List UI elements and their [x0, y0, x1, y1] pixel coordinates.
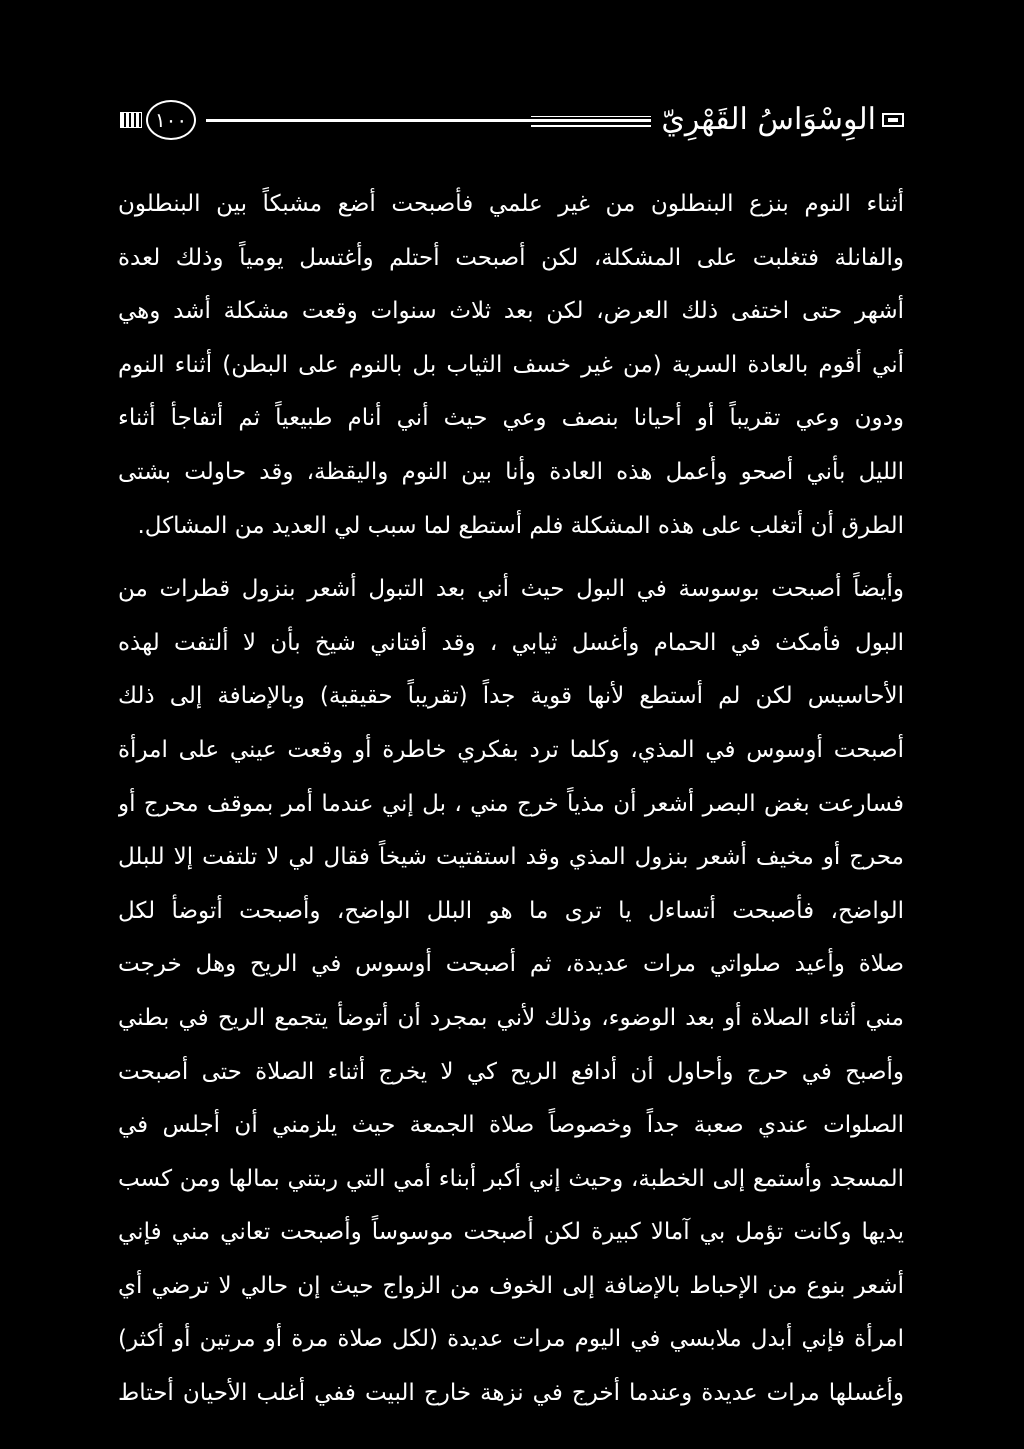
- text-line: محرج أو مخيف أشعر بنزول المذي وقد استفتيت شيخاً فقال لي لا تلتفت إلا للبلل: [118, 844, 904, 871]
- header-ornament-icon: [882, 113, 904, 127]
- text-line: وأيضاً أصبحت بوسوسة في البول حيث أني بعد التبول أشعر بنزول قطرات من: [118, 576, 904, 603]
- text-line: وأغسلها مرات عديدة وعندما أخرج في نزهة خارج البيت ففي أغلب الأحيان أحتاط: [118, 1380, 904, 1407]
- text-line: وأصبح في حرج وأحاول أن أدافع الريح كي لا يخرج أثناء الصلاة حتى أصبحت: [118, 1058, 904, 1085]
- text-line: مني أثناء الصلاة أو بعد الوضوء، وذلك لأني بمجرد أن أتوضأ يتجمع الريح في بطني: [118, 1004, 904, 1031]
- text-line: أني أقوم بالعادة السرية (من غير خسف الثياب بل بالنوم على البطن) أثناء النوم: [118, 351, 904, 378]
- text-line: المسجد وأستمع إلى الخطبة، وحيث إني أكبر أبناء أمي التي ربتني بمالها ومن كسب: [118, 1165, 904, 1192]
- text-line: ودون وعي تقريباً أو أحيانا بنصف وعي حيث أني أنام طبيعياً ثم أتفاجأ أثناء: [118, 405, 904, 432]
- page-body: [118, 178, 904, 1421]
- text-line: الواضح، فأصبحت أتساءل يا ترى ما هو البلل الواضح، وأصبحت أتوضأ لكل: [118, 897, 904, 924]
- text-line: الليل بأني أصحو وأعمل هذه العادة وأنا بين النوم واليقظة، وقد حاولت بشتى: [118, 458, 904, 485]
- text-line: فسارعت بغض البصر أشعر أن مذياً خرج مني ، بل إني عندما أمر بموقف محرج أو: [118, 790, 904, 817]
- text-line: أشهر حتى اختفى ذلك العرض، لكن بعد ثلاث سنوات وقعت مشكلة أشد وهي: [118, 298, 904, 325]
- page-number: ١٠٠: [146, 100, 196, 140]
- paragraph: [118, 563, 904, 1421]
- text-line: أثناء النوم بنزع البنطلون من غير علمي فأصبحت أضع مشبكاً بين البنطلون: [118, 191, 904, 217]
- text-line: أصبحت أوسوس في المذي، وكلما ترد بفكري خاطرة أو وقعت عيني على امرأة: [118, 736, 904, 763]
- text-line: امرأة فإني أبدل ملابسي في اليوم مرات عديدة (لكل صلاة مرة أو مرتين أو أكثر): [118, 1326, 904, 1353]
- text-line: الأحاسيس لكن لم أستطع لأنها قوية جداً (تقريباً حقيقية) وبالإضافة إلى ذلك: [118, 683, 904, 710]
- page-number-group: [120, 100, 196, 140]
- text-line: الصلوات عندي صعبة جداً وخصوصاً صلاة الجمعة حيث يلزمني أن أجلس في: [118, 1112, 904, 1139]
- paragraph-spacer: [118, 553, 904, 563]
- text-line: الطرق أن أتغلب على هذه المشكلة فلم أستطع لما سبب لي العديد من المشاكل.: [137, 512, 904, 539]
- text-line: صلاة وأعيد صلواتي مرات عديدة، ثم أصبحت أوسوس في الريح وهل خرجت: [118, 951, 904, 978]
- header-divider-line: [206, 119, 651, 122]
- header-title-group: [661, 102, 904, 137]
- running-header-title: الوِسْوَاسُ القَهْرِيّ: [661, 102, 876, 137]
- paragraph: [118, 178, 904, 553]
- corner-ornament-icon: [120, 112, 142, 128]
- text-line: البول فأمكث في الحمام وأغسل ثيابي ، وقد أفتاني شيخ بأن لا ألتفت لهذه: [118, 629, 904, 656]
- text-line: أشعر بنوع من الإحباط بالإضافة إلى الخوف من الزواج حيث إن حالي لا ترضي أي: [118, 1272, 904, 1299]
- text-line: والفانلة فتغلبت على المشكلة، لكن أصبحت أحتلم وأغتسل يومياً وذلك لعدة: [118, 244, 904, 271]
- text-line: يديها وكانت تؤمل بي آمالا كبيرة لكن أصبحت موسوساً وأصبحت تعاني مني فإني: [118, 1219, 904, 1246]
- page-header: [120, 96, 904, 144]
